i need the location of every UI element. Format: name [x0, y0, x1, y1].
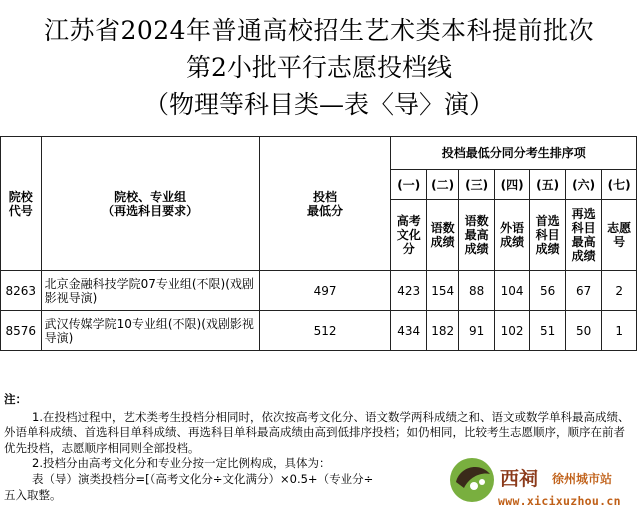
page-title: 江苏省2024年普通高校招生艺术类本科提前批次	[43, 16, 595, 45]
row-school: 北京金融科技学院07专业组(不限)(戏剧影视导演)	[41, 271, 259, 311]
header-tie-group: 投档最低分同分考生排序项	[391, 137, 637, 170]
admission-table	[0, 136, 637, 351]
row-item-7: 1	[602, 311, 637, 351]
notes-title: 注：	[4, 392, 27, 406]
table-row	[1, 271, 637, 311]
header-code: 院校代号	[1, 137, 42, 271]
row-item-6: 50	[565, 311, 602, 351]
watermark	[440, 448, 638, 514]
row-item-5: 56	[530, 271, 565, 311]
header-item-name-2: 语数成绩	[426, 200, 458, 271]
row-school: 武汉传媒学院10专业组(不限)(戏剧影视导演)	[41, 311, 259, 351]
page-category: （物理等科目类—表〈导〉演）	[143, 90, 494, 119]
note-4: 五入取整。	[4, 487, 62, 502]
row-item-4: 104	[494, 271, 529, 311]
header-item-num-5: (五)	[530, 170, 565, 200]
row-item-7: 2	[602, 271, 637, 311]
note-2: 2.投档分由高考文化分和专业分按一定比例构成，具体为：	[32, 456, 331, 471]
watermark-url: www.xicixuzhou.cn	[498, 494, 621, 508]
row-item-1: 423	[391, 271, 426, 311]
row-item-6: 67	[565, 271, 602, 311]
header-school: 院校、专业组 （再选科目要求）	[41, 137, 259, 271]
header-item-num-6: (六)	[565, 170, 602, 200]
header-item-name-5: 首选科目成绩	[530, 200, 565, 271]
note-1: 1.在投档过程中，艺术类考生投档分相同时，依次按高考文化分、语文数学两科成绩之和、语文或数学单科最高成绩、外语单科成绩、首选科目单科成绩、再选科目单科最高成绩由高到低排序投档；如仍相同，比较考生志愿顺序，顺序在前者优先投档，志愿顺序相同则全部投档。	[4, 409, 630, 455]
watermark-site: 徐州城市站	[552, 472, 613, 486]
header-item-num-3: (三)	[459, 170, 494, 200]
note-3: 表（导）演类投档分=[（高考文化分÷文化满分）×0.5+（专业分÷	[32, 471, 374, 486]
header-item-num-2: (二)	[426, 170, 458, 200]
row-item-3: 91	[459, 311, 494, 351]
row-item-1: 434	[391, 311, 426, 351]
page-subtitle: 第2小批平行志愿投档线	[186, 53, 452, 82]
header-item-num-7: (七)	[602, 170, 637, 200]
header-min-score: 投档 最低分	[259, 137, 391, 271]
row-item-2: 182	[426, 311, 458, 351]
row-item-5: 51	[530, 311, 565, 351]
row-code: 8263	[1, 271, 42, 311]
header-item-num-1: (一)	[391, 170, 426, 200]
header-item-num-4: (四)	[494, 170, 529, 200]
row-item-4: 102	[494, 311, 529, 351]
table-row	[1, 311, 637, 351]
header-item-name-7: 志愿号	[602, 200, 637, 271]
header-item-name-4: 外语成绩	[494, 200, 529, 271]
row-item-2: 154	[426, 271, 458, 311]
header-item-name-6: 再选科目最高成绩	[565, 200, 602, 271]
row-min-score: 497	[259, 271, 391, 311]
row-code: 8576	[1, 311, 42, 351]
header-item-name-3: 语数最高成绩	[459, 200, 494, 271]
header-item-name-1: 高考文化分	[391, 200, 426, 271]
xici-logo-icon	[446, 452, 498, 504]
watermark-brand: 西祠	[500, 468, 539, 490]
row-item-3: 88	[459, 271, 494, 311]
row-min-score: 512	[259, 311, 391, 351]
